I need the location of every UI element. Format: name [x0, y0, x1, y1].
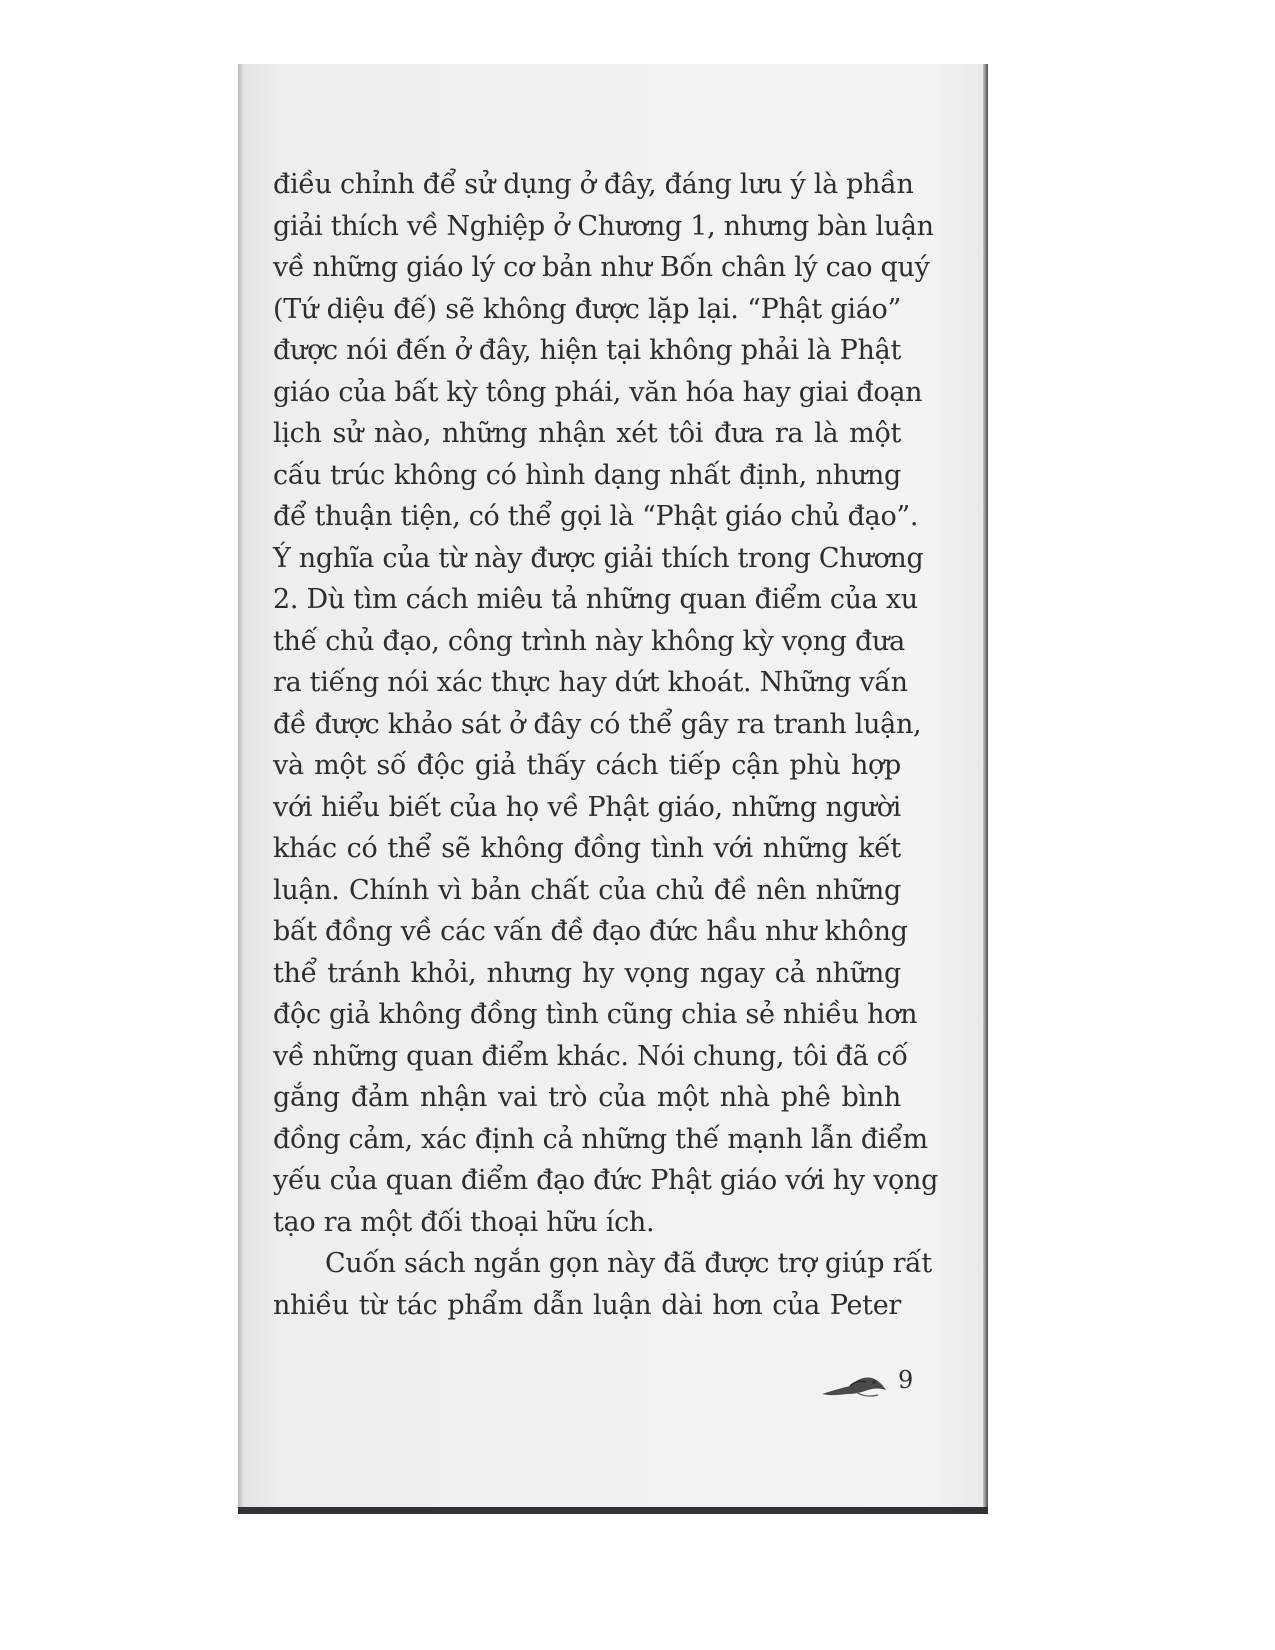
- text-line: cấu trúc không có hình dạng nhất định, nhưng: [273, 459, 901, 491]
- text-line: về những quan điểm khác. Nói chung, tôi đã cố: [273, 1040, 908, 1072]
- text-line: thế chủ đạo, công trình này không kỳ vọng đưa: [273, 625, 905, 657]
- text-line: 2. Dù tìm cách miêu tả những quan điểm của xu: [273, 584, 918, 615]
- text-line: điều chỉnh để sử dụng ở đây, đáng lưu ý là phần: [273, 169, 914, 200]
- text-line: Ý nghĩa của từ này được giải thích trong Chương: [273, 542, 924, 574]
- text-line: lịch sử nào, những nhận xét tôi đưa ra là một: [273, 418, 901, 449]
- text-line: khác có thể sẽ không đồng tình với những kết: [273, 833, 901, 864]
- book-page: [238, 64, 988, 1514]
- text-line: yếu của quan điểm đạo đức Phật giáo với hy vọng: [273, 1165, 939, 1196]
- page-number: 9: [898, 1366, 914, 1394]
- text-line: giải thích về Nghiệp ở Chương 1, nhưng bàn luận: [273, 210, 934, 242]
- flying-bird-ornament-icon: [820, 1370, 892, 1400]
- paragraph-start-line: Cuốn sách ngắn gọn này đã được trợ giúp rất: [325, 1248, 932, 1279]
- text-line: để thuận tiện, có thể gọi là “Phật giáo chủ đạo”.: [273, 501, 919, 532]
- text-line: độc giả không đồng tình cũng chia sẻ nhiều hơn: [273, 999, 918, 1030]
- text-line: được nói đến ở đây, hiện tại không phải là Phật: [273, 335, 901, 366]
- body-text: [273, 164, 939, 1326]
- text-line: giáo của bất kỳ tông phái, văn hóa hay giai đoạn: [273, 376, 923, 408]
- paragraph-end-line: tạo ra một đối thoại hữu ích.: [273, 1206, 655, 1238]
- text-line: ra tiếng nói xác thực hay dứt khoát. Những vấn: [273, 667, 908, 698]
- text-line: thể tránh khỏi, nhưng hy vọng ngay cả những: [273, 957, 901, 989]
- text-line: luận. Chính vì bản chất của chủ đề nên những: [273, 874, 901, 906]
- page-footer: [820, 1364, 920, 1404]
- page-left-edge-shadow: [238, 64, 244, 1514]
- text-line: đề được khảo sát ở đây có thể gây ra tranh luận,: [273, 708, 922, 740]
- text-line: với hiểu biết của họ về Phật giáo, những người: [273, 791, 901, 823]
- text-line: nhiều từ tác phẩm dẫn luận dài hơn của Peter: [273, 1289, 901, 1321]
- page-bottom-edge: [238, 1507, 988, 1514]
- text-line: về những giáo lý cơ bản như Bốn chân lý cao quý: [273, 252, 930, 283]
- text-line: bất đồng về các vấn đề đạo đức hầu như không: [273, 916, 908, 947]
- text-line: gắng đảm nhận vai trò của một nhà phê bình: [273, 1082, 901, 1113]
- text-line: đồng cảm, xác định cả những thế mạnh lẫn điểm: [273, 1123, 928, 1155]
- page-right-edge-shadow: [983, 64, 988, 1514]
- text-line: và một số độc giả thấy cách tiếp cận phù hợp: [273, 750, 901, 781]
- text-line: (Tứ diệu đế) sẽ không được lặp lại. “Phật giáo”: [273, 293, 901, 325]
